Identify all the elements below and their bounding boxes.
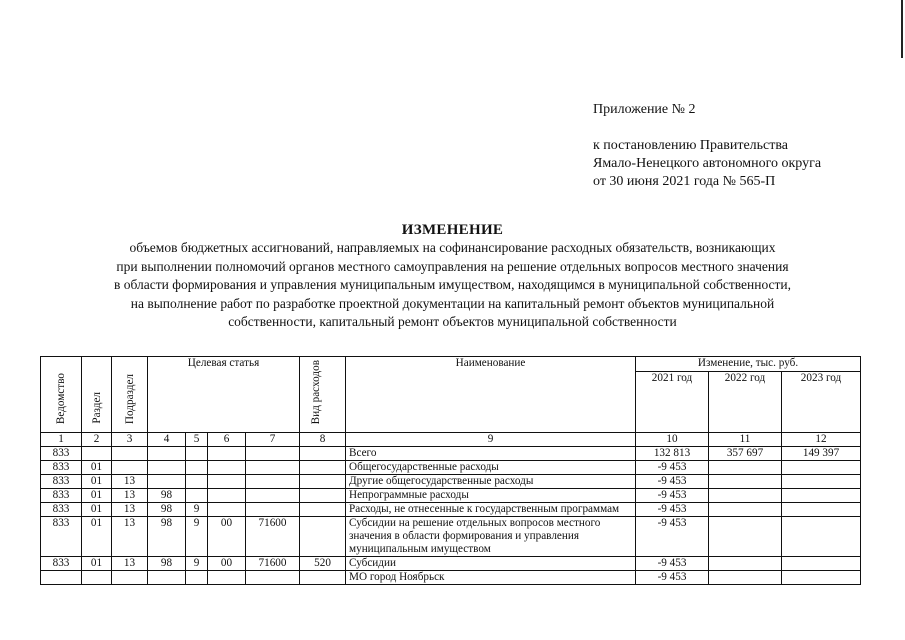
amount-cell [782,557,861,571]
amount-cell [782,489,861,503]
code-cell: 71600 [246,557,300,571]
code-cell [82,447,112,461]
amount-cell [782,571,861,585]
amount-cell [709,461,782,475]
code-cell [208,475,246,489]
code-cell [148,571,186,585]
header-year-2022: 2022 год [709,372,782,433]
code-cell: 01 [82,489,112,503]
appendix-ref-line: Ямало-Ненецкого автономного округа [593,156,822,171]
code-cell [300,517,346,557]
column-number-cell: 7 [246,433,300,447]
subtitle-line: на выполнение работ по разработке проектной документации на капитальный ремонт объектов муниципальной [130,295,775,311]
code-cell [300,447,346,461]
code-cell [246,571,300,585]
code-cell [148,447,186,461]
subtitle-line: собственности, капитальный ремонт объектов муниципальной собственности [228,314,677,329]
code-cell: 833 [41,557,82,571]
code-cell: 01 [82,557,112,571]
code-cell [112,461,148,475]
subtitle-line: объемов бюджетных ассигнований, направляемых на софинансирование расходных обязательств, возникающих [129,240,776,255]
code-cell [300,461,346,475]
column-number-cell: 4 [148,433,186,447]
code-cell: 833 [41,475,82,489]
table-row [41,503,861,517]
column-number-cell: 5 [186,433,208,447]
header-naimenovanie: Наименование [346,357,636,433]
code-cell: 71600 [246,517,300,557]
code-cell [148,461,186,475]
column-number-cell: 9 [346,433,636,447]
name-cell: Субсидии на решение отдельных вопросов местного значения в области формирования и управления муниципальным имуществом [346,517,636,557]
name-cell: Общегосударственные расходы [346,461,636,475]
amount-cell: 132 813 [636,447,709,461]
appendix-ref-line: к постановлению Правительства [593,138,789,153]
code-cell: 98 [148,517,186,557]
code-cell [208,447,246,461]
amount-cell: 357 697 [709,447,782,461]
column-number-cell: 3 [112,433,148,447]
column-number-cell: 11 [709,433,782,447]
amount-cell [709,475,782,489]
code-cell [300,475,346,489]
column-number-cell: 1 [41,433,82,447]
code-cell: 13 [112,475,148,489]
code-cell: 13 [112,503,148,517]
code-cell: 833 [41,489,82,503]
table-row [41,461,861,475]
amount-cell: 149 397 [782,447,861,461]
code-cell [208,503,246,517]
name-cell: Расходы, не отнесенные к государственным программам [346,503,636,517]
name-cell: МО город Ноябрьск [346,571,636,585]
code-cell: 98 [148,489,186,503]
column-number-cell: 10 [636,433,709,447]
code-cell [246,447,300,461]
code-cell [186,461,208,475]
amount-cell [782,475,861,489]
code-cell [246,461,300,475]
header-year-2023: 2023 год [782,372,861,433]
code-cell [148,475,186,489]
amount-cell [709,557,782,571]
amount-cell [782,503,861,517]
code-cell [82,571,112,585]
document-title: ИЗМЕНЕНИЕ [401,222,504,238]
subtitle-line: при выполнении полномочий органов местного самоуправления на решение отдельных вопросов местного значения [116,258,789,274]
code-cell: 01 [82,517,112,557]
amount-cell [782,517,861,557]
appendix-ref-line: от 30 июня 2021 года № 565-П [593,174,776,189]
name-cell: Другие общегосударственные расходы [346,475,636,489]
code-cell [300,489,346,503]
code-cell: 00 [208,557,246,571]
code-cell: 833 [41,517,82,557]
header-celevaya-statya: Целевая статья [148,357,300,433]
code-cell: 01 [82,475,112,489]
amount-cell [709,489,782,503]
amount-cell: -9 453 [636,557,709,571]
code-cell: 9 [186,517,208,557]
subtitle-line: в области формирования и управления муниципальным имуществом, находящимся в муниципальной собственности, [113,277,792,292]
code-cell: 01 [82,461,112,475]
code-cell: 833 [41,447,82,461]
code-cell: 98 [148,557,186,571]
code-cell: 13 [112,557,148,571]
code-cell [246,503,300,517]
header-vedomstvo: Ведомство [41,357,82,433]
amount-cell [782,461,861,475]
header-razdel: Раздел [82,357,112,433]
code-cell [208,489,246,503]
code-cell: 13 [112,517,148,557]
column-number-row [41,433,861,447]
table-header [41,357,861,447]
table-body [41,447,861,585]
code-cell [112,571,148,585]
code-cell: 13 [112,489,148,503]
column-number-cell: 12 [782,433,861,447]
name-cell: Субсидии [346,557,636,571]
code-cell [246,489,300,503]
code-cell [112,447,148,461]
code-cell: 833 [41,503,82,517]
code-cell: 01 [82,503,112,517]
amount-cell: -9 453 [636,475,709,489]
code-cell: 9 [186,503,208,517]
page-edge-rule [901,0,903,58]
amount-cell [709,517,782,557]
amount-cell [709,571,782,585]
amount-cell: -9 453 [636,461,709,475]
code-cell: 98 [148,503,186,517]
code-cell [246,475,300,489]
code-cell [300,571,346,585]
amount-cell: -9 453 [636,489,709,503]
code-cell [208,571,246,585]
document-subtitle [45,239,860,332]
table-row [41,571,861,585]
amount-cell: -9 453 [636,571,709,585]
code-cell [186,475,208,489]
header-izmenenie: Изменение, тыс. руб. [636,357,861,372]
code-cell [186,571,208,585]
table-row [41,447,861,461]
header-year-2021: 2021 год [636,372,709,433]
header-vid-rashodov: Вид расходов [300,357,346,433]
code-cell [186,447,208,461]
code-cell: 9 [186,557,208,571]
table-row [41,517,861,557]
code-cell: 520 [300,557,346,571]
column-number-cell: 2 [82,433,112,447]
code-cell [41,571,82,585]
header-podrazdel: Подраздел [112,357,148,433]
appendix-title: Приложение № 2 [593,102,696,117]
table-row [41,557,861,571]
amount-cell [709,503,782,517]
amount-cell: -9 453 [636,517,709,557]
table-row [41,475,861,489]
name-cell: Всего [346,447,636,461]
amount-cell: -9 453 [636,503,709,517]
appendix-reference [593,137,821,191]
column-number-cell: 6 [208,433,246,447]
code-cell: 00 [208,517,246,557]
budget-table [40,356,861,585]
code-cell [186,489,208,503]
column-number-cell: 8 [300,433,346,447]
table-row [41,489,861,503]
code-cell [208,461,246,475]
code-cell [300,503,346,517]
code-cell: 833 [41,461,82,475]
name-cell: Непрограммные расходы [346,489,636,503]
